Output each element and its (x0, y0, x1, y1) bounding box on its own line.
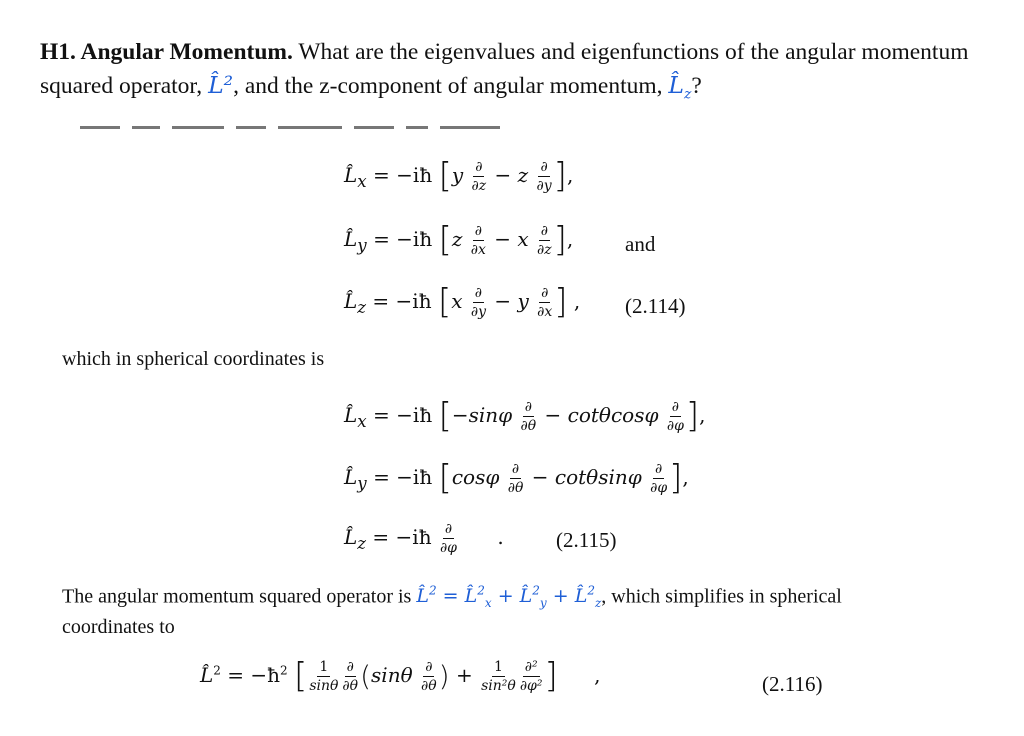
question-end: ? (691, 73, 702, 99)
question-text-1: What are the eigenvalues and eigenfunctions of the angular momentum squared operator, (40, 39, 969, 99)
operator-lz: $L̂_z$ (668, 71, 692, 103)
paragraph-l-squared-cont: coordinates to (62, 616, 175, 638)
equation-number-2-114: (2.114) (625, 294, 686, 318)
equation-lx-cartesian: $L̂_x$ = −iħ [y $\frac{\partial}{\partial z}$ − z $\frac{\partial}{\partial y}$ ], (344, 155, 574, 196)
equation-lz-cartesian: $L̂_z$ = −iħ [x $\frac{\partial}{\partial y}$ − y $\frac{\partial}{\partial x}$ ] , (344, 281, 581, 322)
operator-l-squared: L̂² (208, 71, 234, 99)
equation-lz-spherical: $L̂_z$ = −iħ $\frac{\partial}{\partial\varphi}$ . (344, 521, 504, 556)
equation-ly-cartesian: $L̂_y$ = −iħ [z $\frac{\partial}{\partial x}$ − x $\frac{\partial}{\partial z}$ ], (344, 219, 574, 260)
equation-number-2-116: (2.116) (762, 672, 823, 696)
equation-ly-spherical: $L̂_y$ = −iħ [cosφ $\frac{\partial}{\partial\theta}$ − cotθsinφ $\frac{\partial}{\partial\varphi}$ ], (344, 457, 689, 498)
question-text-2: , and the z-component of angular momentum, (233, 73, 663, 99)
equation-l-squared-spherical: L̂$^2$ = $-ħ^2$ [ $\frac{1}{\sin\theta}$ $\frac{\partial}{\partial\theta}$ (sinθ $\frac{\partial}{\partial\theta}$ ) + $\frac{1}{\text{sin²θ}}$ $\frac{\text{∂²}}{\text{∂φ²}}$ ] , (200, 655, 601, 696)
equation-number-2-115: (2.115) (556, 528, 617, 552)
equation-lx-spherical: $L̂_x$ = −iħ [−sinφ $\frac{\partial}{\partial\theta}$ − cotθcosφ $\frac{\partial}{\partial\varphi}$ ], (344, 395, 706, 436)
paragraph-spherical-intro: which in spherical coordinates is (62, 348, 325, 370)
connector-and: and (625, 232, 656, 256)
question-heading (40, 36, 990, 112)
paragraph-l-squared: The angular momentum squared operator is L̂$^2$ = L̂$^2_x$ + L̂$^2_y$ + L̂$^2_z$, which simplifies in spherical (62, 584, 842, 611)
cropped-text-line (80, 126, 510, 132)
question-label: H1. Angular Momentum. (40, 39, 293, 65)
